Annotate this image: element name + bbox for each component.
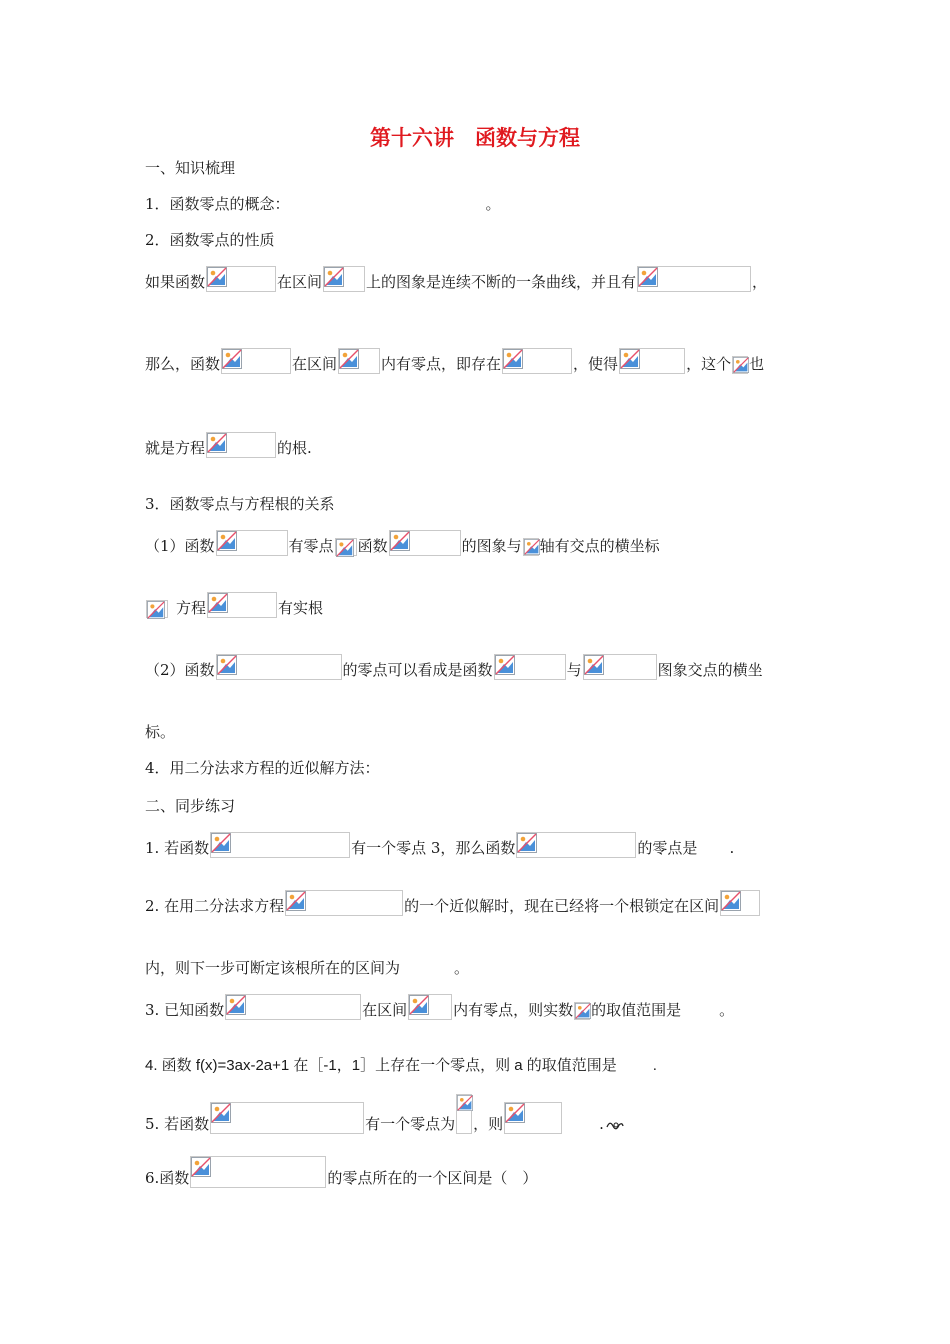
formula-image [210,832,350,858]
section-heading-knowledge: 一、知识梳理 [145,159,236,177]
document-title: 第十六讲 函数与方程 [370,126,580,150]
formula-image [216,654,342,680]
property-line-1: 如果函数 在区间 上的图象是连续不断的一条曲线，并且有 ， [145,262,767,292]
broken-image-icon [584,655,604,675]
question-5: 5. 若函数 有一个零点为 ，则 . [145,1100,624,1134]
formula-image [190,1156,326,1188]
formula-image [516,832,636,858]
formula-image [494,654,566,680]
broken-image-icon [638,267,658,287]
question-1: 1. 若函数 有一个零点 3，那么函数 的零点是 . [145,828,734,858]
formula-image [216,530,288,556]
formula-image [502,348,572,374]
formula-image [408,994,452,1020]
formula-image [583,654,657,680]
broken-image-icon [505,1103,525,1123]
formula-image [225,994,361,1020]
broken-image-icon [503,349,523,369]
question-2-continued: 内，则下一步可断定该根所在的区间为 。 [145,959,470,977]
broken-image-icon [324,267,344,287]
formula-image [637,266,751,292]
broken-image-icon [517,833,537,853]
broken-image-icon [495,655,515,675]
item-3-relation: 3．函数零点与方程根的关系 [145,495,335,513]
broken-image-icon [721,891,741,911]
formula-image [210,1102,364,1134]
broken-image-icon [207,433,227,453]
question-3: 3. 已知函数 在区间 内有零点，则实数 的取值范围是 。 [145,990,734,1020]
broken-image-icon [191,1157,211,1177]
formula-image [619,348,685,374]
formula-image [732,356,748,374]
item-4-bisection: 4．用二分法求方程的近似解方法： [145,759,380,777]
broken-image-icon [409,995,429,1015]
broken-image-icon [208,593,228,613]
broken-image-icon [575,1003,591,1019]
formula-image [456,1094,472,1134]
item-2-zero-property: 2．函数零点的性质 [145,231,275,249]
question-6: 6.函数 的零点所在的一个区间是（ ） [145,1154,537,1188]
broken-image-icon [336,539,354,557]
formula-image [323,266,365,292]
broken-image-icon [207,267,227,287]
broken-image-icon [211,1103,231,1123]
broken-image-icon [390,531,410,551]
formula-image [207,592,277,618]
formula-image [285,890,403,916]
formula-image [523,538,539,556]
question-4: 4. 函数 f(x)=3ax-2a+1 在［-1，1］上存在一个零点，则 a 的取值范围是 . [145,1057,657,1074]
property-line-3: 就是方程 的根. [145,428,312,458]
broken-image-icon [339,349,359,369]
broken-image-icon [226,995,246,1015]
formula-image [338,348,380,374]
section-heading-practice: 二、同步练习 [145,797,236,815]
item-1-zero-concept: 1．函数零点的概念： 。 [145,195,501,213]
formula-image [221,348,291,374]
relation-line-4: 标。 [145,723,176,741]
broken-image-icon [620,349,640,369]
broken-image-icon [733,357,749,373]
formula-image [574,1002,590,1020]
formula-image [335,538,357,556]
formula-image [504,1102,562,1134]
question-2: 2. 在用二分法求方程 的一个近似解时，现在已经将一个根锁定在区间 [145,886,761,916]
formula-image [206,432,276,458]
broken-image-icon [147,601,165,619]
formula-image [389,530,461,556]
squiggle-mark-icon [606,1119,624,1131]
broken-image-icon [457,1095,473,1111]
property-line-2: 那么，函数 在区间 内有零点，即存在 ，使得 ，这个 也 [145,344,764,374]
broken-image-icon [211,833,231,853]
broken-image-icon [286,891,306,911]
relation-line-3: （2）函数 的零点可以看成是函数 与 图象交点的横坐 [145,650,763,680]
broken-image-icon [524,539,540,555]
formula-image [206,266,276,292]
broken-image-icon [217,531,237,551]
broken-image-icon [222,349,242,369]
relation-line-1: （1）函数 有零点 函数 的图象与 轴有交点的横坐标 [145,526,660,556]
formula-image [146,600,168,618]
formula-image [720,890,760,916]
broken-image-icon [217,655,237,675]
relation-line-2: 方程 有实根 [145,588,323,618]
